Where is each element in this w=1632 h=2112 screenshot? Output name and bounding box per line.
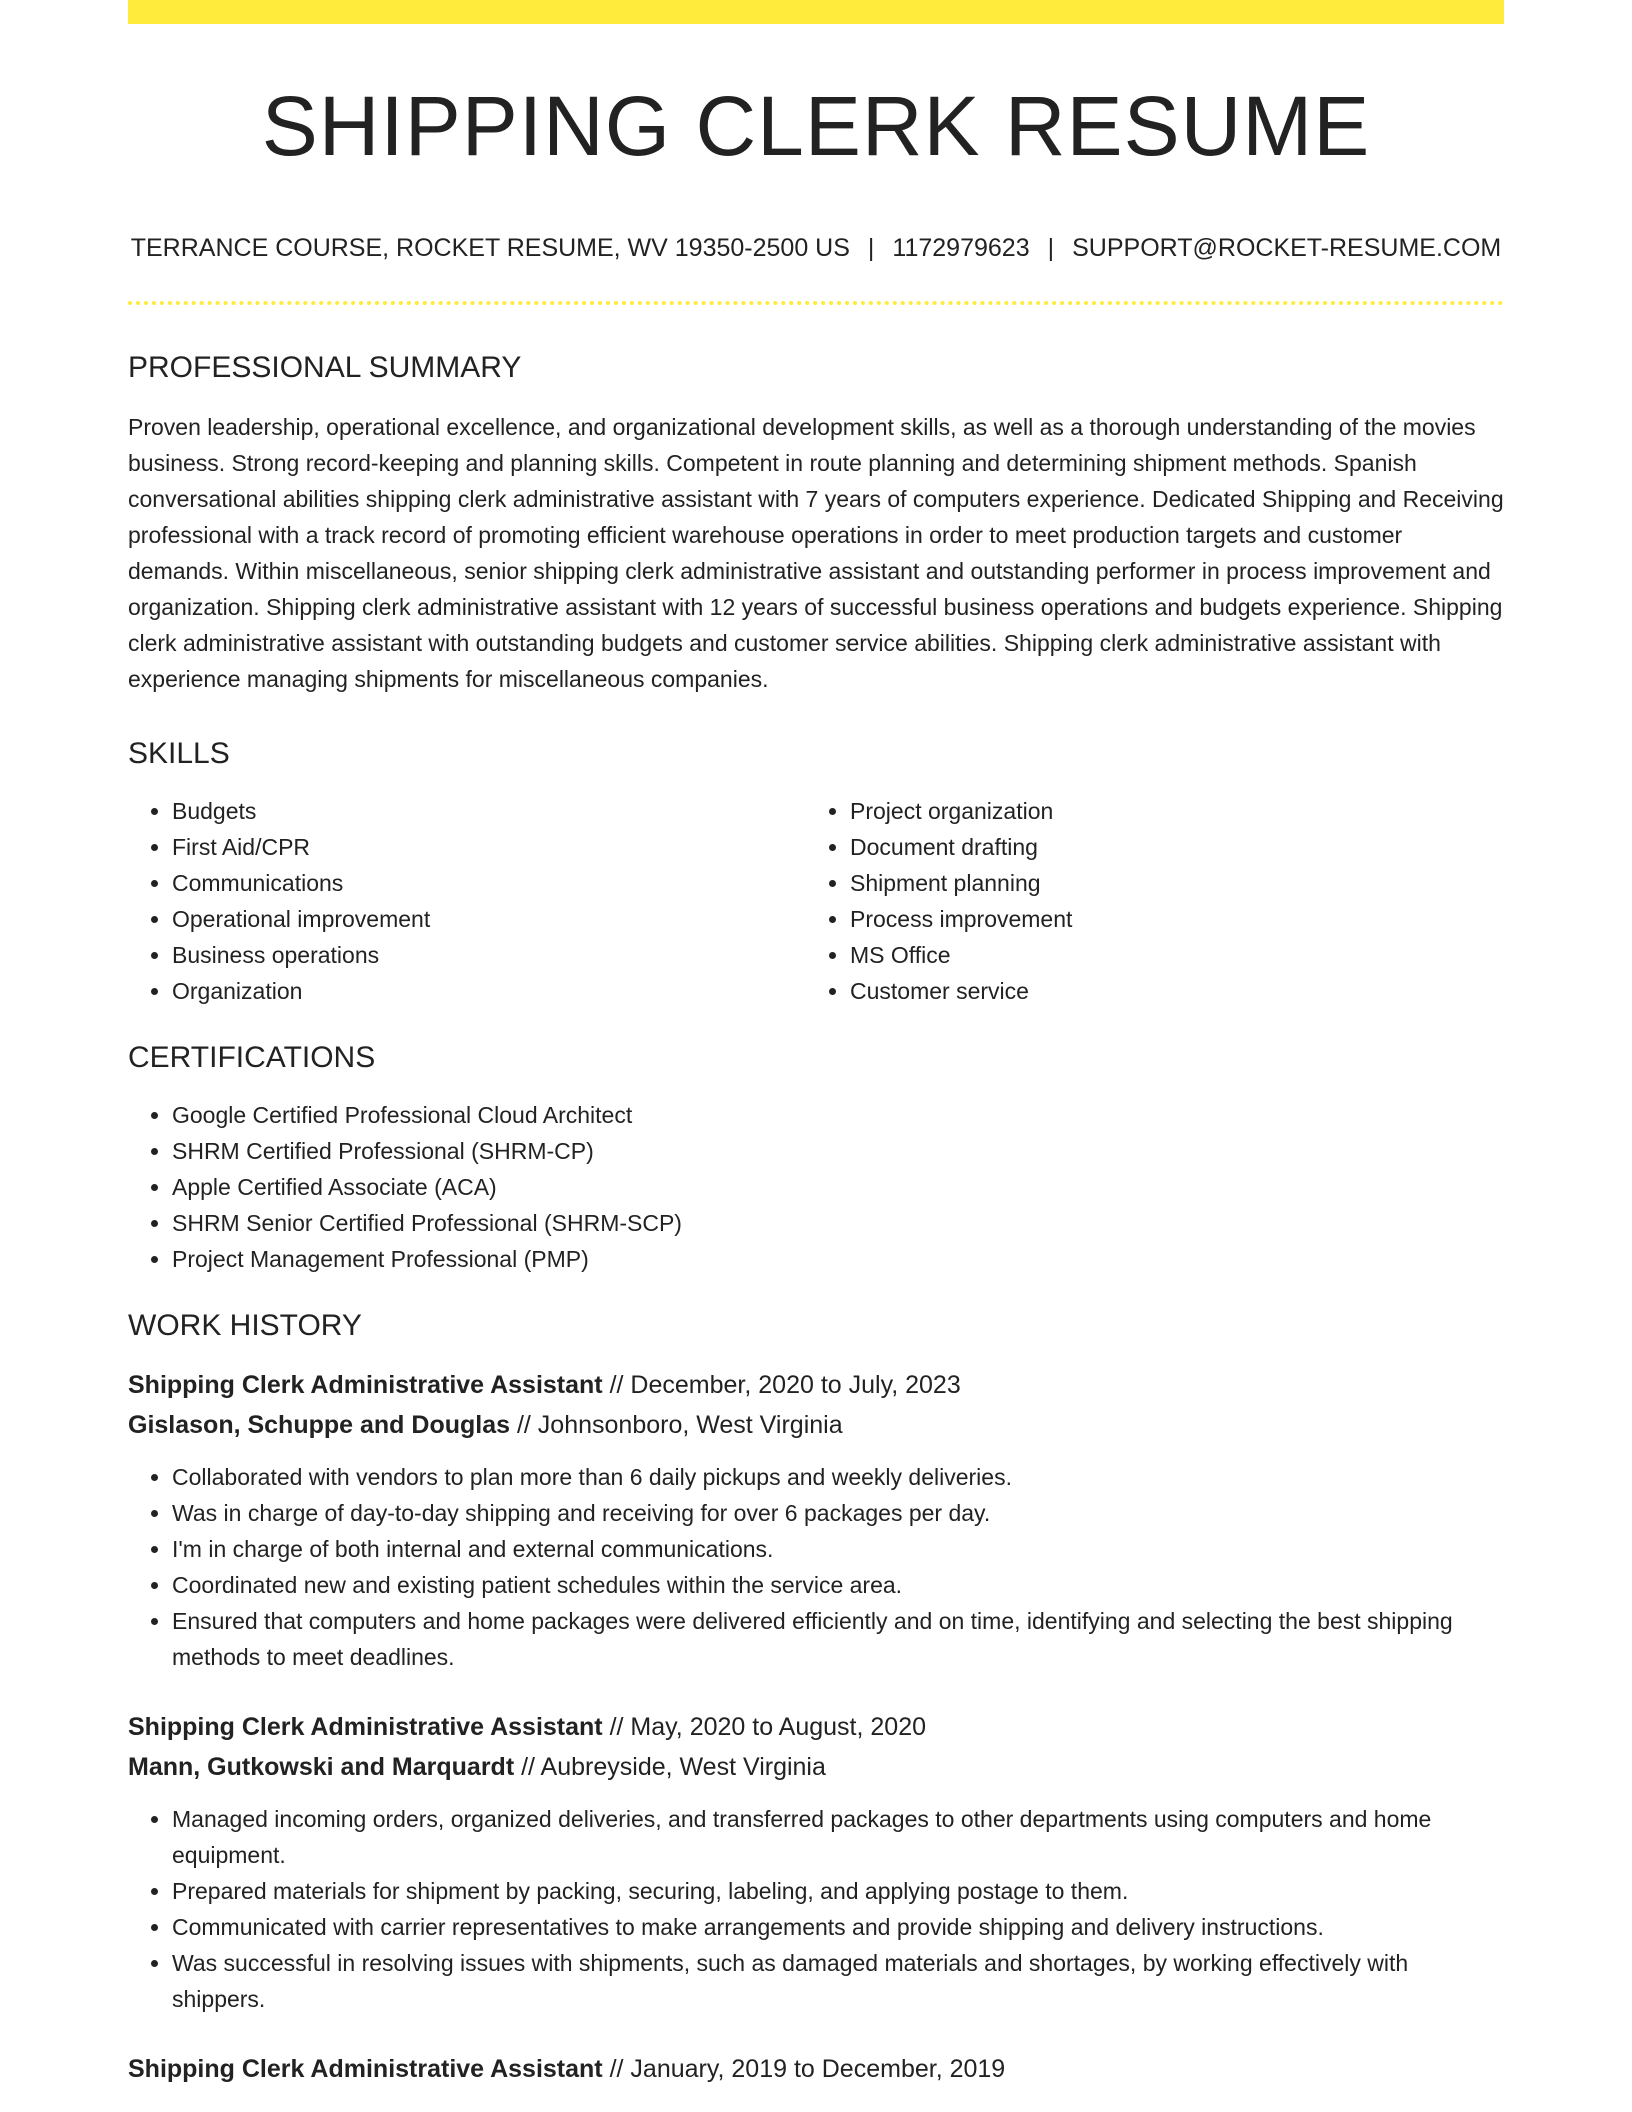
dotted-divider <box>128 301 1504 305</box>
job-dates: // January, 2019 to December, 2019 <box>602 2055 1006 2083</box>
list-item: • Apple Certified Associate (ACA) <box>172 1169 1504 1205</box>
list-item: • Project Management Professional (PMP) <box>172 1241 1504 1277</box>
accent-top-bar <box>128 0 1504 24</box>
section-heading-work-history: WORK HISTORY <box>128 1309 362 1342</box>
list-item: • Communicated with carrier representatives to make arrangements and provide shipping and delivery instructions. <box>172 1909 1504 1945</box>
list-item: • Operational improvement <box>172 901 806 937</box>
list-item: • Budgets <box>172 793 806 829</box>
certifications-list <box>128 1097 1504 1277</box>
skills-list-left <box>128 793 806 1009</box>
skills-list-right <box>806 793 1072 1009</box>
contact-address: TERRANCE COURSE, ROCKET RESUME, WV 19350-2500 US <box>130 234 850 262</box>
job-company: Gislason, Schuppe and Douglas <box>128 1411 511 1439</box>
job-title-line <box>128 2049 1504 2089</box>
contact-phone: 1172979623 <box>892 234 1030 262</box>
list-item: • I'm in charge of both internal and external communications. <box>172 1531 1504 1567</box>
resume-title: SHIPPING CLERK RESUME <box>261 79 1371 173</box>
job-company-line <box>128 1747 1504 1787</box>
job-title-line <box>128 1365 1504 1405</box>
list-item: • Google Certified Professional Cloud Architect <box>172 1097 1504 1133</box>
job-title-line <box>128 1707 1504 1747</box>
list-item: • Communications <box>172 865 806 901</box>
job-entry <box>128 1365 1504 1675</box>
list-item: • Project organization <box>850 793 1072 829</box>
job-company-line <box>128 1405 1504 1445</box>
resume-page <box>128 0 1504 2089</box>
list-item: • Business operations <box>172 937 806 973</box>
summary-paragraph: Proven leadership, operational excellence, and organizational development skills, as well as a thorough understanding of the movies business. Strong record-keeping and planning skills. Competent in route planning and determining shipment methods. Spanish conversational abilities shipping clerk administrative assistant with 7 years of computers experience. Dedicated Shipping and Receiving professional with a track record of promoting efficient warehouse operations in order to meet production targets and customer demands. Within miscellaneous, senior shipping clerk administrative assistant and outstanding performer in process improvement and organization. Shipping clerk administrative assistant with 12 years of successful business operations and budgets experience. Shipping clerk administrative assistant with outstanding budgets and customer service abilities. Shipping clerk administrative assistant with experience managing shipments for miscellaneous companies. <box>128 414 1504 692</box>
list-item: • Ensured that computers and home packages were delivered efficiently and on time, identifying and selecting the best shipping methods to meet deadlines. <box>172 1603 1504 1675</box>
job-location: // Johnsonboro, West Virginia <box>510 1411 843 1439</box>
list-item: • Shipment planning <box>850 865 1072 901</box>
list-item: • Document drafting <box>850 829 1072 865</box>
list-item: • Collaborated with vendors to plan more than 6 daily pickups and weekly deliveries. <box>172 1459 1504 1495</box>
job-title: Shipping Clerk Administrative Assistant <box>128 2055 603 2083</box>
contact-separator: | <box>867 234 875 262</box>
contact-line <box>128 236 1504 261</box>
job-location: // Aubreyside, West Virginia <box>514 1753 826 1781</box>
section-heading-certifications: CERTIFICATIONS <box>128 1041 376 1074</box>
list-item: • First Aid/CPR <box>172 829 806 865</box>
list-item: • Prepared materials for shipment by packing, securing, labeling, and applying postage to them. <box>172 1873 1504 1909</box>
section-heading-skills: SKILLS <box>128 737 230 770</box>
list-item: • Process improvement <box>850 901 1072 937</box>
section-heading-summary: PROFESSIONAL SUMMARY <box>128 351 522 384</box>
job-dates: // December, 2020 to July, 2023 <box>602 1371 961 1399</box>
job-company: Mann, Gutkowski and Marquardt <box>128 1753 515 1781</box>
list-item: • MS Office <box>850 937 1072 973</box>
skills-columns <box>128 793 1504 1009</box>
job-title: Shipping Clerk Administrative Assistant <box>128 1371 603 1399</box>
job-title: Shipping Clerk Administrative Assistant <box>128 1713 603 1741</box>
job-dates: // May, 2020 to August, 2020 <box>602 1713 927 1741</box>
contact-email: SUPPORT@ROCKET-RESUME.COM <box>1072 234 1502 262</box>
list-item: • Organization <box>172 973 806 1009</box>
list-item: • SHRM Certified Professional (SHRM-CP) <box>172 1133 1504 1169</box>
list-item: • Was in charge of day-to-day shipping and receiving for over 6 packages per day. <box>172 1495 1504 1531</box>
job-entry <box>128 1707 1504 2017</box>
contact-separator: | <box>1047 234 1055 262</box>
list-item: • Was successful in resolving issues with shipments, such as damaged materials and shortages, by working effectively with shippers. <box>172 1945 1504 2017</box>
list-item: • Managed incoming orders, organized deliveries, and transferred packages to other departments using computers and home equipment. <box>172 1801 1504 1873</box>
list-item: • Customer service <box>850 973 1072 1009</box>
job-duties-list <box>128 1801 1504 2017</box>
list-item: • SHRM Senior Certified Professional (SHRM-SCP) <box>172 1205 1504 1241</box>
job-duties-list <box>128 1459 1504 1675</box>
list-item: • Coordinated new and existing patient schedules within the service area. <box>172 1567 1504 1603</box>
job-entry <box>128 2049 1504 2089</box>
